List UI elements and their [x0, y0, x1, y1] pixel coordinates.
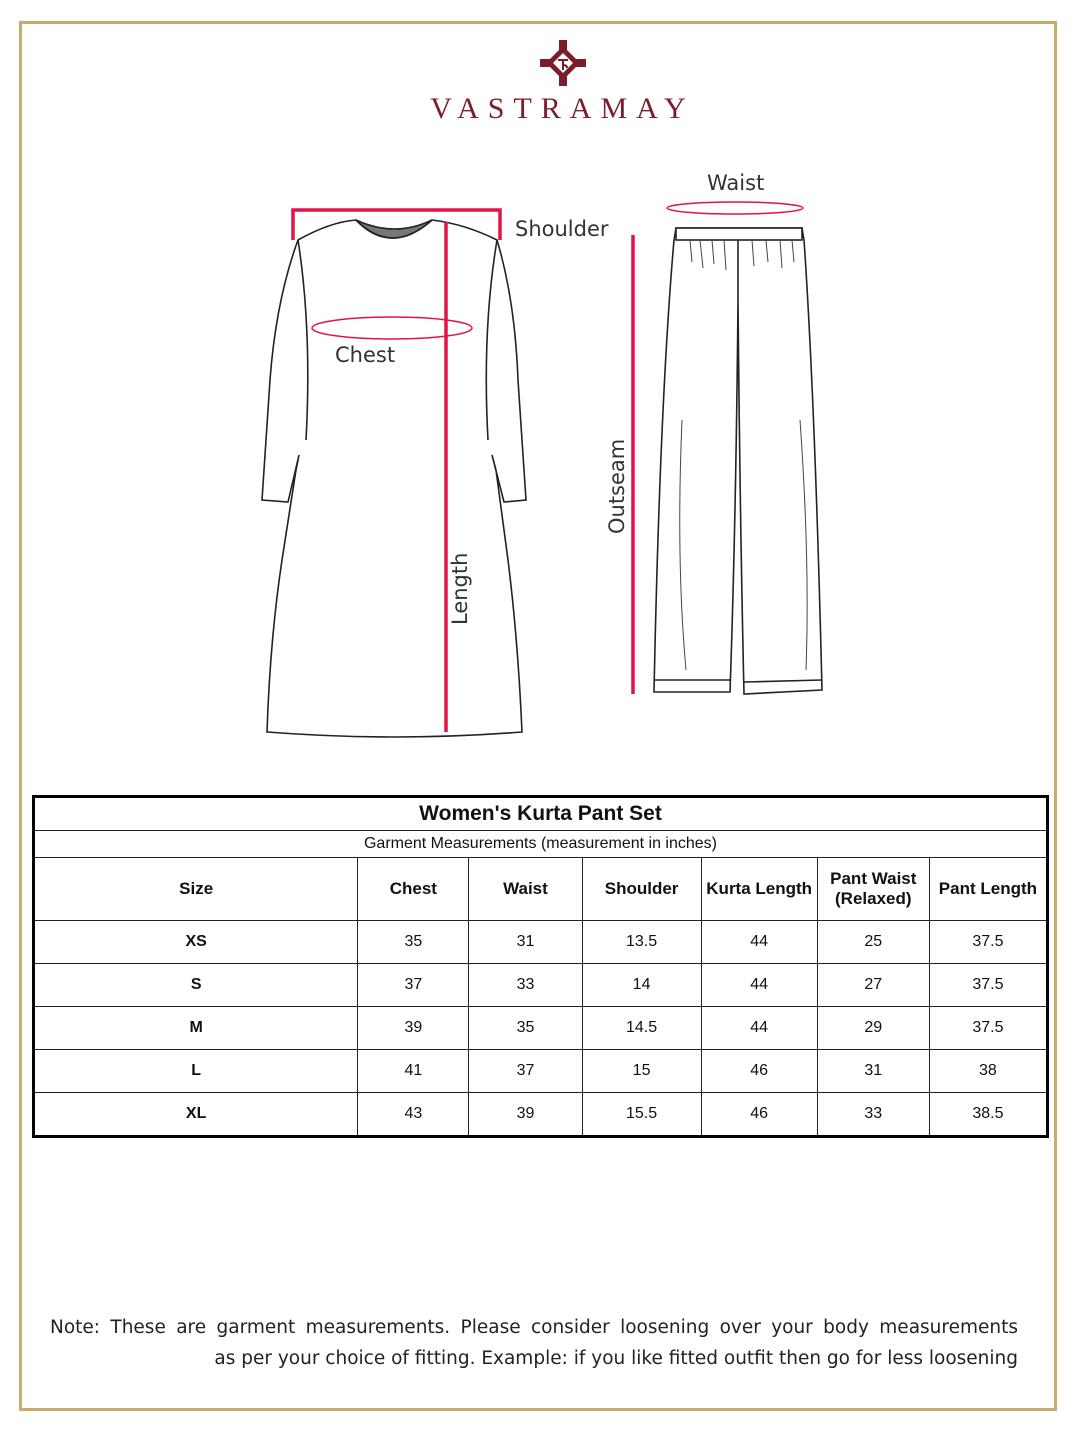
size-cell: L: [34, 1050, 358, 1093]
header-chest: Chest: [358, 858, 469, 921]
measurement-cell: 44: [701, 921, 817, 964]
measurement-cell: 15.5: [582, 1093, 701, 1137]
table-header-row: [34, 858, 1048, 921]
table-body: [34, 921, 1048, 1137]
brand-name: VASTRAMAY: [430, 92, 695, 125]
measurement-cell: 41: [358, 1050, 469, 1093]
table-title: Women's Kurta Pant Set: [34, 797, 1048, 831]
table-row: [34, 1093, 1048, 1137]
header-pant-waist: [817, 858, 929, 921]
measurement-cell: 33: [469, 964, 582, 1007]
measurement-cell: 46: [701, 1050, 817, 1093]
measurement-cell: 25: [817, 921, 929, 964]
measurement-cell: 14.5: [582, 1007, 701, 1050]
measurement-cell: 29: [817, 1007, 929, 1050]
table-row: [34, 1007, 1048, 1050]
measurement-cell: 37: [469, 1050, 582, 1093]
table-row: [34, 964, 1048, 1007]
measurement-cell: 39: [469, 1093, 582, 1137]
measurement-cell: 39: [358, 1007, 469, 1050]
measurement-cell: 43: [358, 1093, 469, 1137]
pant-illustration: [654, 228, 822, 694]
size-cell: XS: [34, 921, 358, 964]
measurement-cell: 31: [817, 1050, 929, 1093]
measurement-cell: 35: [469, 1007, 582, 1050]
header-size: Size: [34, 858, 358, 921]
table-row: [34, 1050, 1048, 1093]
table-row: [34, 921, 1048, 964]
size-cell: M: [34, 1007, 358, 1050]
header-pant-length: Pant Length: [929, 858, 1047, 921]
measurement-cell: 37.5: [929, 1007, 1047, 1050]
measurement-cell: 27: [817, 964, 929, 1007]
table-subtitle: Garment Measurements (measurement in inches): [34, 831, 1048, 858]
header-kurta-length: Kurta Length: [701, 858, 817, 921]
outseam-label: Outseam: [605, 438, 629, 534]
header-shoulder: Shoulder: [582, 858, 701, 921]
chest-label: Chest: [335, 343, 396, 367]
measurement-cell: 13.5: [582, 921, 701, 964]
measurement-cell: 38: [929, 1050, 1047, 1093]
measurement-cell: 37: [358, 964, 469, 1007]
header-pant-waist-sub: (Relaxed): [835, 889, 912, 908]
note-line-1: Note: These are garment measurements. Please consider loosening over your body measurements: [50, 1317, 1018, 1338]
waist-measure-ellipse: [667, 202, 803, 214]
measurement-cell: 38.5: [929, 1093, 1047, 1137]
header-pant-waist-label: Pant Waist: [830, 869, 917, 888]
measurement-cell: 31: [469, 921, 582, 964]
note-line-2: as per your choice of fitting. Example: if you like fitted outfit then go for less loosening: [214, 1348, 1018, 1369]
size-cell: S: [34, 964, 358, 1007]
waist-label: Waist: [707, 171, 765, 195]
length-label: Length: [448, 552, 472, 625]
fitting-note: [50, 1312, 1018, 1374]
measurement-cell: 14: [582, 964, 701, 1007]
measurement-cell: 35: [358, 921, 469, 964]
measurement-cell: 46: [701, 1093, 817, 1137]
size-chart-table: [32, 795, 1049, 1138]
size-cell: XL: [34, 1093, 358, 1137]
kurta-illustration: [262, 220, 526, 737]
measurement-cell: 44: [701, 1007, 817, 1050]
measurement-cell: 37.5: [929, 964, 1047, 1007]
measurement-cell: 15: [582, 1050, 701, 1093]
measurement-cell: 33: [817, 1093, 929, 1137]
measurement-cell: 37.5: [929, 921, 1047, 964]
header-waist: Waist: [469, 858, 582, 921]
measurement-cell: 44: [701, 964, 817, 1007]
shoulder-label: Shoulder: [515, 217, 609, 241]
